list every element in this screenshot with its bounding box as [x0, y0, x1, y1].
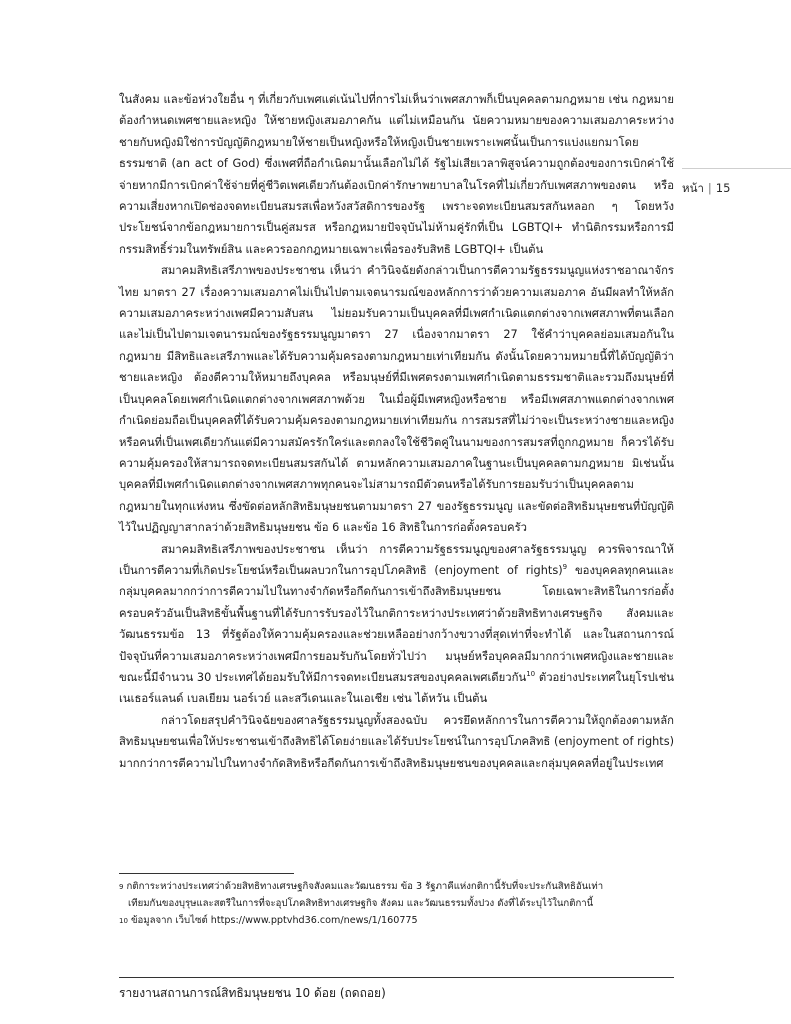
paragraph-association-view-2-part-2: ของบุคคลทุกคนและกลุ่มบุคคลมากกว่าการตีความไปในทางจำกัดหรือกีดกันการเข้าถึงสิทธิมนุษยชน โดยเฉพาะสิทธิในการก่อตั้งครอบครัวอันเป็นสิทธิขั้นพื้นฐานที่ได้รับการรับรองไว้ในกติการะหว่างประเทศว่าด้วยสิทธิทางเศรษฐกิจ สังคมและวัฒนธรรมข้อ 13 ที่รัฐต้องให้ความคุ้มครองและช่วยเหลืออย่างกว้างขวางที่สุดเท่าที่จะทำได้ และในสถานการณ์ปัจจุบันที่ความเสมอภาคระหว่างเพศมีการยอมรับกันโดยทั่วไปว่า มนุษย์หรือบุคคลมีมากกว่าเพศหญิงและชายและขณะนี้มีจำนวน 30 ประเทศได้ยอมรับให้มีการจดทะเบียนสมรสของบุคคลเพศเดียวกัน	[119, 563, 675, 684]
footnote-9-text: กติการะหว่างประเทศว่าด้วยสิทธิทางเศรษฐกิจสังคมและวัฒนธรรม ข้อ 3 รัฐภาคีแห่งกติกานี้รับที่จะประกันสิทธิอันเท่า	[126, 881, 604, 892]
page-label: หน้า	[682, 181, 704, 195]
body-text	[119, 89, 674, 774]
footnote-9-continuation: เทียมกันของบุรุษและสตรีในการที่จะอุปโภคสิทธิทางเศรษฐกิจ สังคม และวัฒนธรรมทั้งปวง ดังที่ได้ระบุไว้ในกติกานี้	[128, 898, 594, 909]
footnote-ref-9: 9	[562, 563, 568, 572]
paragraph-association-view-2-part-1: สมาคมสิทธิเสรีภาพของประชาชน เห็นว่า การตีความรัฐธรรมนูญของศาลรัฐธรรมนูญ ควรพิจารณาให้เป็นการตีความที่เกิดประโยชน์หรือเป็นผลบวกในการอุปโภคสิทธิ (enjoyment of rights)	[119, 542, 674, 577]
page-number-marker	[682, 168, 791, 198]
footnote-divider	[119, 873, 294, 874]
footnote-10-number: 10	[119, 917, 128, 925]
footnote-9-number: 9	[119, 883, 124, 891]
footnote-ref-10: 10	[526, 670, 536, 679]
footer-divider	[119, 977, 674, 978]
footnote-10-text: ข้อมูลจาก เว็บไซต์ https://www.pptvhd36.com/news/1/160775	[130, 915, 418, 926]
paragraph-association-view-1: สมาคมสิทธิเสรีภาพของประชาชน เห็นว่า คำวินิจฉัยดังกล่าวเป็นการตีความรัฐธรรมนูญแห่งราชอาณาจักรไทย มาตรา 27 เรื่องความเสมอภาคไม่เป็นไปตามเจตนารมณ์ของหลักการว่าด้วยความเสมอภาค อันมีผลทำให้หลักความเสมอภาคระหว่างเพศมีความสับสน ไม่ยอมรับความเป็นบุคคลที่มีเพศกำเนิดแตกต่างจากเพศสภาพที่ตนเลือกและไม่เป็นไปตามเจตนารมณ์ของรัฐธรรมนูญมาตรา 27 เนื่องจากมาตรา 27 ใช้คำว่าบุคคลย่อมเสมอกันในกฎหมาย มีสิทธิและเสรีภาพและได้รับความคุ้มครองตามกฎหมายเท่าเทียมกัน ดังนั้นโดยความหมายนี้ที่ได้บัญญัติว่า ชายและหญิง ต้องตีความให้หมายถึงบุคคล หรือมนุษย์ที่มีเพศตรงตามเพศกำเนิดตามธรรมชาติและรวมถึงมนุษย์ที่เป็นบุคคลโดยเพศกำเนิดแตกต่างจากเพศสภาพด้วย ในเมื่อผู้มีเพศหญิงหรือชาย หรือมีเพศสภาพแตกต่างจากเพศกำเนิดย่อมถือเป็นบุคคลที่ได้รับความคุ้มครองตามกฎหมายเท่าเทียมกัน การสมรสที่ไม่ว่าจะเป็นระหว่างชายและหญิงหรือคนที่เป็นเพศเดียวกันแต่มีความสมัครรักใคร่และตกลงใจใช้ชีวิตคู่ในนามของการสมรสที่ถูกกฎหมาย ก็ควรได้รับความคุ้มครองให้สามารถจดทะเบียนสมรสกันได้ ตามหลักความเสมอภาคในฐานะเป็นบุคคลตามกฎหมาย มิเช่นนั้นบุคคลที่มีเพศกำเนิดแตกต่างจากเพศสภาพทุกคนจะไม่สามารถมีตัวตนหรือได้รับการยอมรับว่าเป็นบุคคลตามกฎหมายในทุกแห่งหน ซึ่งขัดต่อหลักสิทธิมนุษยชนตามมาตรา 27 ของรัฐธรรมนูญ และขัดต่อสิทธิมนุษยชนที่บัญญัติไว้ในปฏิญญาสากลว่าด้วยสิทธิมนุษยชน ข้อ 6 และข้อ 16 สิทธิในการก่อตั้งครอบครัว	[119, 264, 674, 535]
paragraph-association-view-2	[119, 539, 674, 710]
page-number: 15	[715, 181, 731, 195]
footnote-9	[119, 878, 674, 912]
footer-report-title: รายงานสถานการณ์สิทธิมนุษยชน 10 ด้อย (ถดถอย)	[119, 986, 386, 1000]
paragraph-conclusion: กล่าวโดยสรุปคำวินิจฉัยของศาลรัฐธรรมนูญทั้งสองฉบับ ควรยึดหลักการในการตีความให้ถูกต้องตามหลักสิทธิมนุษยชนเพื่อให้ประชาชนเข้าถึงสิทธิได้โดยง่ายและได้รับประโยชน์ในการอุปโภคสิทธิ (enjoyment of rights) มากกว่าการตีความไปในทางจำกัดสิทธิหรือกีดกันการเข้าถึงสิทธิมนุษยชนของบุคคลและกลุ่มบุคคลที่อยู่ในประเทศ	[119, 713, 674, 770]
paragraph-association-view-2-part-3: ตัวอย่างประเทศในยุโรปเช่น เนเธอร์แลนด์ เบลเยียม นอร์เวย์ และสวีเดนและในเอเชีย เช่น ไต้หวัน เป็นต้น	[119, 670, 675, 706]
paragraph-continuation: ในสังคม และข้อห่วงใยอื่น ๆ ที่เกี่ยวกับเพศแต่เน้นไปที่การไม่เห็นว่าเพศสภาพก็เป็นบุคคลตามกฎหมาย เช่น กฎหมายต้องกำหนดเพศชายและหญิง ให้ชายหญิงเสมอภาคกัน แต่ไม่เหมือนกัน นัยความหมายของความเสมอภาคระหว่างชายกับหญิงมิใช่การบัญญัติกฎหมายให้ชายเป็นหญิงหรือให้หญิงเป็นชายเพราะเพศนั้นเป็นการแบ่งแยกมาโดยธรรมชาติ (an act of God) ซึ่งเพศที่ถือกำเนิดมานั้นเลือกไม่ได้ รัฐไม่เสียเวลาพิสูจน์ความถูกต้องของการเบิกค่าใช้จ่ายหากมีการเบิกค่าใช้จ่ายที่คู่ชีวิตเพศเดียวกันต้องเบิกค่ารักษาพยาบาลในโรคที่ไม่เกี่ยวกับเพศสภาพของตน หรือความเสี่ยงหากเปิดช่องจดทะเบียนสมรสเพื่อหวังสวัสดิการของรัฐ เพราะจดทะเบียนสมรสกันหลอก ๆ โดยหวังประโยชน์จากข้อกฎหมายการเป็นคู่สมรส หรือกฎหมายปัจจุบันไม่ห้ามคู่รักที่เป็น LGBTQI+ ทำนิติกรรมหรือการมีกรรมสิทธิ์ร่วมในทรัพย์สิน และควรออกกฎหมายเฉพาะเพื่อรองรับสิทธิ LGBTQI+ เป็นต้น	[119, 93, 674, 256]
page-separator: |	[707, 181, 712, 195]
footnotes	[119, 878, 674, 929]
footnote-10	[119, 912, 674, 929]
